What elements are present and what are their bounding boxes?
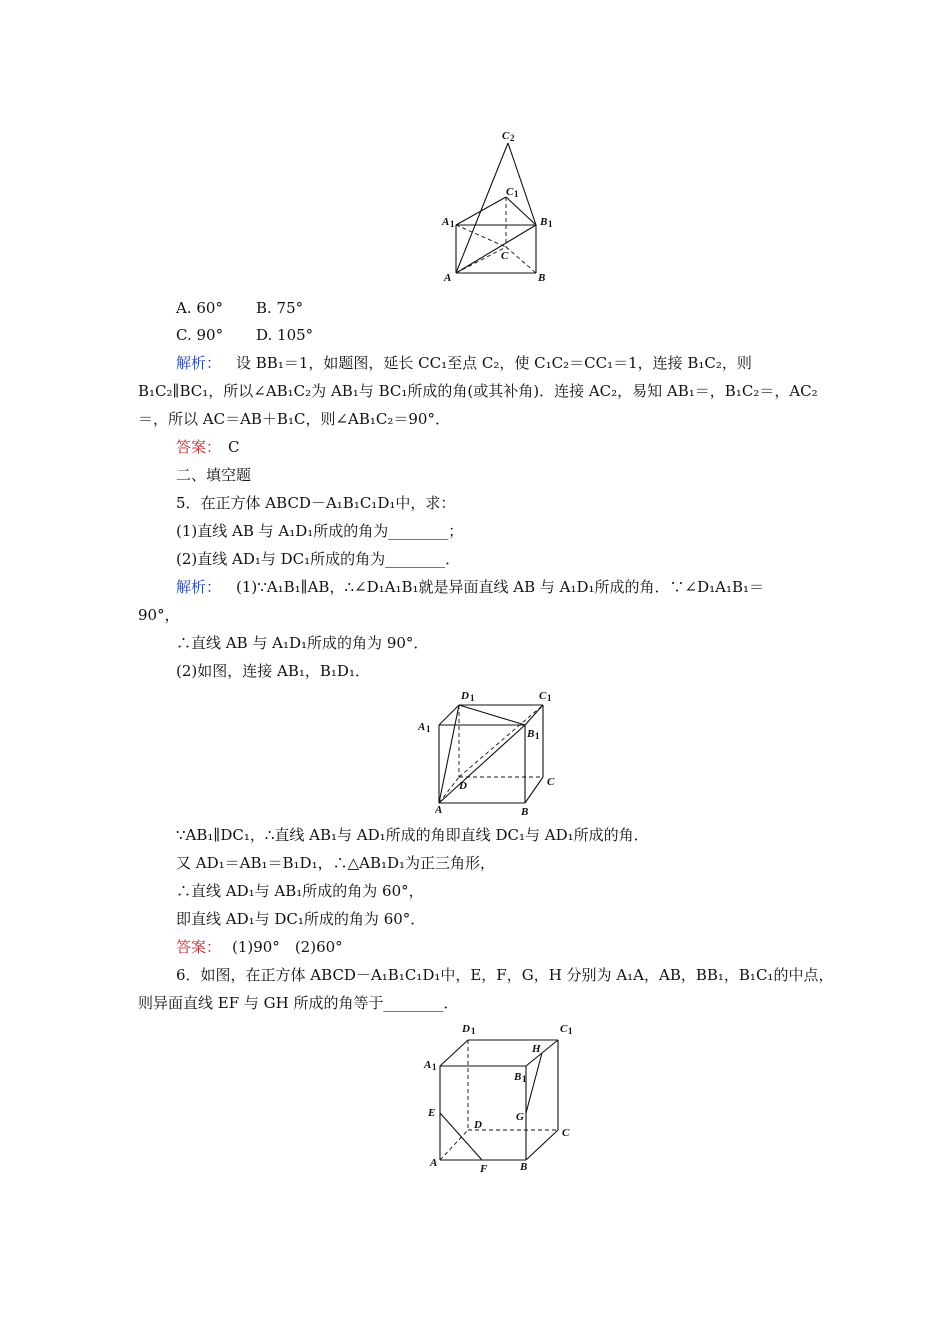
q4-answer-value: C: [228, 438, 240, 456]
label-B: B: [520, 1161, 528, 1173]
label-C1: C: [560, 1023, 568, 1035]
q5-analysis-text1: (1)∵A₁B₁∥AB，∴∠D₁A₁B₁就是异面直线 AB 与 A₁D₁所成的角．∵∠D₁A₁B₁＝: [236, 578, 765, 596]
q6-stem-text2: 则异面直线 EF 与 GH 所成的角等于________．: [138, 994, 459, 1012]
q6-stem-text1: 6．如图，在正方体 ABCD－A₁B₁C₁D₁中，E，F，G，H 分别为 A₁A，AB，BB₁，B₁C₁的中点，: [176, 966, 834, 984]
figure-cube-q5: [435, 685, 565, 820]
svg-text:1: 1: [522, 1074, 527, 1084]
q4-analysis-text1: 设 BB₁＝1，如题图，延长 CC₁至点 C₂，使 C₁C₂＝CC₁＝1，连接 B₁C₂，则: [236, 354, 752, 372]
q5-analysis-text4: (2)如图，连接 AB₁，B₁D₁．: [176, 662, 370, 680]
label-A: A: [444, 272, 452, 284]
q4-answer-label: 答案：: [176, 438, 222, 456]
option-b: B. 75°: [256, 299, 304, 317]
label-A1: A: [424, 1059, 432, 1071]
q5-answer-label: 答案：: [176, 938, 222, 956]
svg-text:2: 2: [510, 133, 515, 143]
figure-cube-q6: [418, 1018, 588, 1178]
q5-after-text1: ∵AB₁∥DC₁，∴直线 AB₁与 AD₁所成的角即直线 DC₁与 AD₁所成的角．: [176, 826, 649, 844]
svg-text:A: A: [418, 721, 426, 733]
label-H: H: [532, 1043, 541, 1055]
svg-text:1: 1: [514, 189, 519, 199]
q5-after-text3: ∴直线 AD₁与 AB₁所成的角为 60°，: [176, 882, 424, 900]
prism-diagram: [430, 125, 560, 290]
svg-text:1: 1: [547, 693, 552, 703]
option-c: C. 90°: [176, 326, 224, 344]
label-A: A: [430, 1157, 438, 1169]
figure-prism: [430, 125, 560, 290]
label-B: B: [521, 806, 529, 818]
label-D1: D: [461, 690, 469, 702]
svg-text:1: 1: [568, 1026, 573, 1036]
label-B: B: [538, 272, 546, 284]
q4-analysis-text2: B₁C₂∥BC₁，所以∠AB₁C₂为 AB₁与 BC₁所成的角(或其补角)．连接 AC₂，易知 AB₁＝，B₁C₂＝，AC₂: [138, 382, 818, 400]
cube-q5-diagram: [435, 685, 565, 820]
option-d: D. 105°: [256, 326, 314, 344]
label-C: C: [562, 1127, 570, 1139]
q5-answer-value: (1)90° (2)60°: [232, 938, 343, 956]
svg-text:1: 1: [535, 731, 540, 741]
label-D1: D: [462, 1023, 470, 1035]
svg-text:1: 1: [426, 724, 431, 734]
label-C: C: [501, 250, 509, 262]
q5-part1-text: (1)直线 AB 与 A₁D₁所成的角为________；: [176, 522, 464, 540]
q4-analysis-label: 解析：: [176, 354, 222, 372]
svg-text:1: 1: [470, 693, 475, 703]
svg-text:1: 1: [432, 1062, 437, 1072]
label-B1: B: [514, 1071, 522, 1083]
svg-text:1: 1: [548, 219, 553, 229]
label-A1: A: [442, 216, 450, 228]
q5-analysis-text2: 90°，: [138, 606, 180, 624]
label-F: F: [480, 1163, 488, 1175]
svg-text:1: 1: [450, 219, 455, 229]
label-E: E: [428, 1107, 436, 1119]
label-D: D: [459, 780, 467, 792]
section-title-text: 二、填空题: [176, 466, 252, 484]
label-A1-outside: [418, 718, 438, 734]
label-C2: C: [502, 130, 510, 142]
label-B1: B: [540, 216, 548, 228]
cube-q6-diagram: [418, 1018, 588, 1178]
label-A: A: [435, 804, 443, 816]
q5-after-text2: 又 AD₁＝AB₁＝B₁D₁，∴△AB₁D₁为正三角形，: [176, 854, 496, 872]
q4-analysis-text3: ＝，所以 AC＝AB＋B₁C，则∠AB₁C₂＝90°．: [138, 410, 450, 428]
q5-after-text4: 即直线 AD₁与 DC₁所成的角为 60°．: [176, 910, 426, 928]
label-C: C: [547, 776, 555, 788]
q5-analysis-label: 解析：: [176, 578, 222, 596]
svg-text:1: 1: [471, 1026, 476, 1036]
label-C1: C: [539, 690, 547, 702]
label-D: D: [474, 1119, 482, 1131]
q5-stem-text: 5．在正方体 ABCD－A₁B₁C₁D₁中，求：: [176, 494, 456, 512]
label-C1: C: [506, 186, 514, 198]
label-B1: B: [527, 728, 535, 740]
q5-part2-text: (2)直线 AD₁与 DC₁所成的角为________．: [176, 550, 461, 568]
option-a: A. 60°: [176, 299, 223, 317]
q5-analysis-text3: ∴直线 AB 与 A₁D₁所成的角为 90°．: [176, 634, 429, 652]
label-G: G: [516, 1111, 524, 1123]
